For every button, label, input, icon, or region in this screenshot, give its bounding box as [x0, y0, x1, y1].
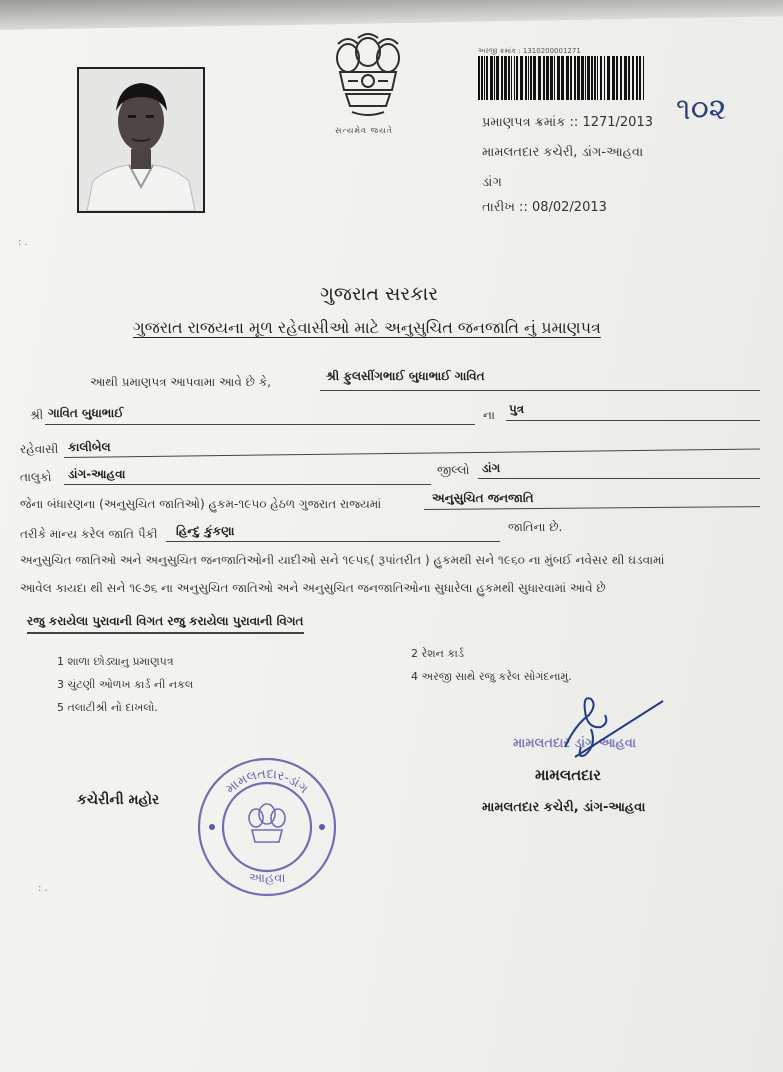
resident-label: રહેવાસી	[20, 442, 59, 456]
signature-stamp-text: મામલતદાર ડાંગ આહવા	[513, 736, 637, 751]
government-title: ગુજરાત સરકાર	[320, 283, 439, 305]
taluka-label: તાલુકો	[20, 470, 52, 484]
document-item: 5 તલાટીશ્રી નો દાખલો.	[57, 701, 158, 714]
national-emblem-icon	[328, 28, 408, 124]
father-name: ગાવિત બુધાભાઈ	[48, 406, 124, 420]
stamp-top-text: મામલતદાર-ડાંગ	[223, 766, 311, 797]
holder-name: શ્રી ફુલસીંગભાઈ બુધાભાઈ ગાવિત	[326, 369, 485, 383]
intro-text: આથી પ્રમાણપત્ર આપવામા આવે છે કે,	[90, 375, 271, 389]
scan-edge	[0, 0, 783, 30]
relation: પુત્ર	[509, 402, 525, 416]
certificate-number: પ્રમાણપત્ર ક્રમાંક :: 1271/2013	[482, 115, 653, 130]
document-item: 2 રેશન કાર્ડ	[411, 647, 464, 660]
legal-paragraph-line1: અનુસુચિત જાતિઓ અને અનુસુચિત જનજાતિઓની યાદીઓ સને ૧૯૫૬( રૂપાંતરીત ) હુકમથી સને ૧૯૬૦ ના મુંબઈ નવેસર થી ઘડવામાં	[20, 553, 665, 567]
barcode-number: અરજી ક્રમાંક : 1310200001271	[478, 47, 581, 55]
na-label: ના	[483, 408, 495, 422]
office-seal-stamp	[196, 756, 338, 898]
stamp-bottom-text: આહવા	[248, 871, 286, 886]
caste-suffix: જાતિના છે.	[508, 520, 563, 534]
office-seal-label: કચેરીની મહોર	[77, 792, 160, 808]
document-item: 4 અરજી સાથે રજુ કરેલ સોગંદનામું.	[411, 670, 572, 683]
officer-signature	[505, 685, 675, 775]
district-value: ડાંગ	[482, 461, 501, 475]
issuing-office: મામલતદાર કચેરી, ડાંગ-આહવા	[482, 145, 644, 160]
order-text: જેના બંધારણના (અનુસુચિત જાતિઓ) હુકમ-૧૯૫૦ હેઠળ ગુજરાત રાજ્યમાં	[20, 497, 382, 511]
resident-village: કાલીબેલ	[68, 440, 111, 454]
svg-text:મામલતદાર-ડાંગ	[223, 767, 311, 797]
category-value: અનુસુચિત જનજાતિ	[432, 491, 534, 505]
recognized-label: તરીકે માન્ય કરેલ જાતિ પૈકી	[20, 527, 158, 541]
emblem-caption: સત્યમેવ જયતે	[335, 126, 393, 135]
certificate-title: ગુજરાત રાજયના મૂળ રહેવાસીઓ માટે અનુસુચિત જનજાતિ નું પ્રમાણપત્ર	[133, 318, 601, 337]
documents-heading: રજુ કરાયેલા પુરાવાની વિગત રજુ કરાયેલા પુરાવાની વિગત	[27, 614, 304, 634]
office-name: મામલતદાર કચેરી, ડાંગ-આહવા	[482, 800, 646, 815]
document-item: 1 શાળા છોડ્યાનુ પ્રમાણપત્ર	[57, 655, 174, 668]
legal-paragraph-line2: આવેલ કાયદા થી સને ૧૯૭૬ ના અનુસુચિત જાતિઓ અને અનુસુચિત જનજાતિઓના સુધારેલા હુકમથી સુધારવામાં આવે છે	[20, 581, 606, 595]
caste-value: હિન્દુ કુંકણા	[176, 524, 235, 538]
district-label: જીલ્લો	[437, 463, 470, 477]
shri-label: શ્રી	[30, 408, 44, 422]
issue-date: તારીખ :: 08/02/2013	[482, 200, 607, 215]
handwritten-number: ૧૦૨	[676, 92, 727, 127]
applicant-photo	[77, 67, 205, 213]
stamp-emblem-icon	[249, 804, 285, 842]
document-item: 3 ચુંટણી ઓળખ કાર્ડ ની નકલ	[57, 678, 194, 691]
taluka-value: ડાંગ-આહવા	[68, 467, 126, 481]
issuing-district: ડાંગ	[482, 175, 502, 190]
certificate-page: સત્યમેવ જયતે અરજી ક્રમાંક : 1310200001271 પ્રમાણપત્ર ક્રમાંક :: 1271/2013 ૧૦૨ મામલતદાર કચેરી, ડાંગ-આહવા ડાંગ તારીખ :: 08/02/2013 : . ગુજરાત સરકાર ગુજરાત રાજયના મૂળ રહેવાસીઓ માટે અનુસુચિત જનજાતિ નું પ્રમાણપત્ર આથી પ્રમાણપત્ર આપવામા આવે છે કે, શ્રી ફુલસીંગભાઈ બુધાભાઈ ગાવિત શ્રી ગાવિત બુધાભાઈ ના પુત્ર રહેવાસી કાલીબેલ તાલુકો ડાંગ-આહવા જીલ્લો ડાંગ જેના બંધારણના (અનુસુચિત જાતિઓ) હુકમ-૧૯૫૦ હેઠળ ગુજરાત રાજ્યમાં અનુસુચિત જનજાતિ તરીકે માન્ય કરેલ જાતિ પૈકી હિન્દુ કુંકણા જાતિના છે. અનુસુચિત જાતિઓ અને અનુસુચિત જનજાતિઓની યાદીઓ સને ૧૯૫૬( રૂપાંતરીત ) હુકમથી સને ૧૯૬૦ ના મુંબઈ નવેસર થી ઘડવામાં આવેલ કાયદા થી સને ૧૯૭૬ ના અનુસુચિત જાતિઓ અને અનુસુચિત જનજાતિઓના સુધારેલા હુકમથી સુધારવામાં આવે છે રજુ કરાયેલા પુરાવાની વિગત રજુ કરાયેલા પુરાવાની વિગત 1 શાળા છોડ્યાનુ પ્રમાણપત્ર 2 રેશન કાર્ડ 3 ચુંટણી ઓળખ કાર્ડ ની નકલ 4 અરજી સાથે રજુ કરેલ સોગંદનામું. 5 તલાટીશ્રી નો દાખલો. મામલતદાર ડાંગ આહવા મામલતદાર મામલતદાર કચેરી, ડાંગ-આહવા કચેરીની મહોર મામલતદાર-ડાંગ આહવા : .	[0, 0, 783, 1072]
barcode-icon	[476, 56, 646, 100]
officer-title: મામલતદાર	[535, 766, 601, 784]
